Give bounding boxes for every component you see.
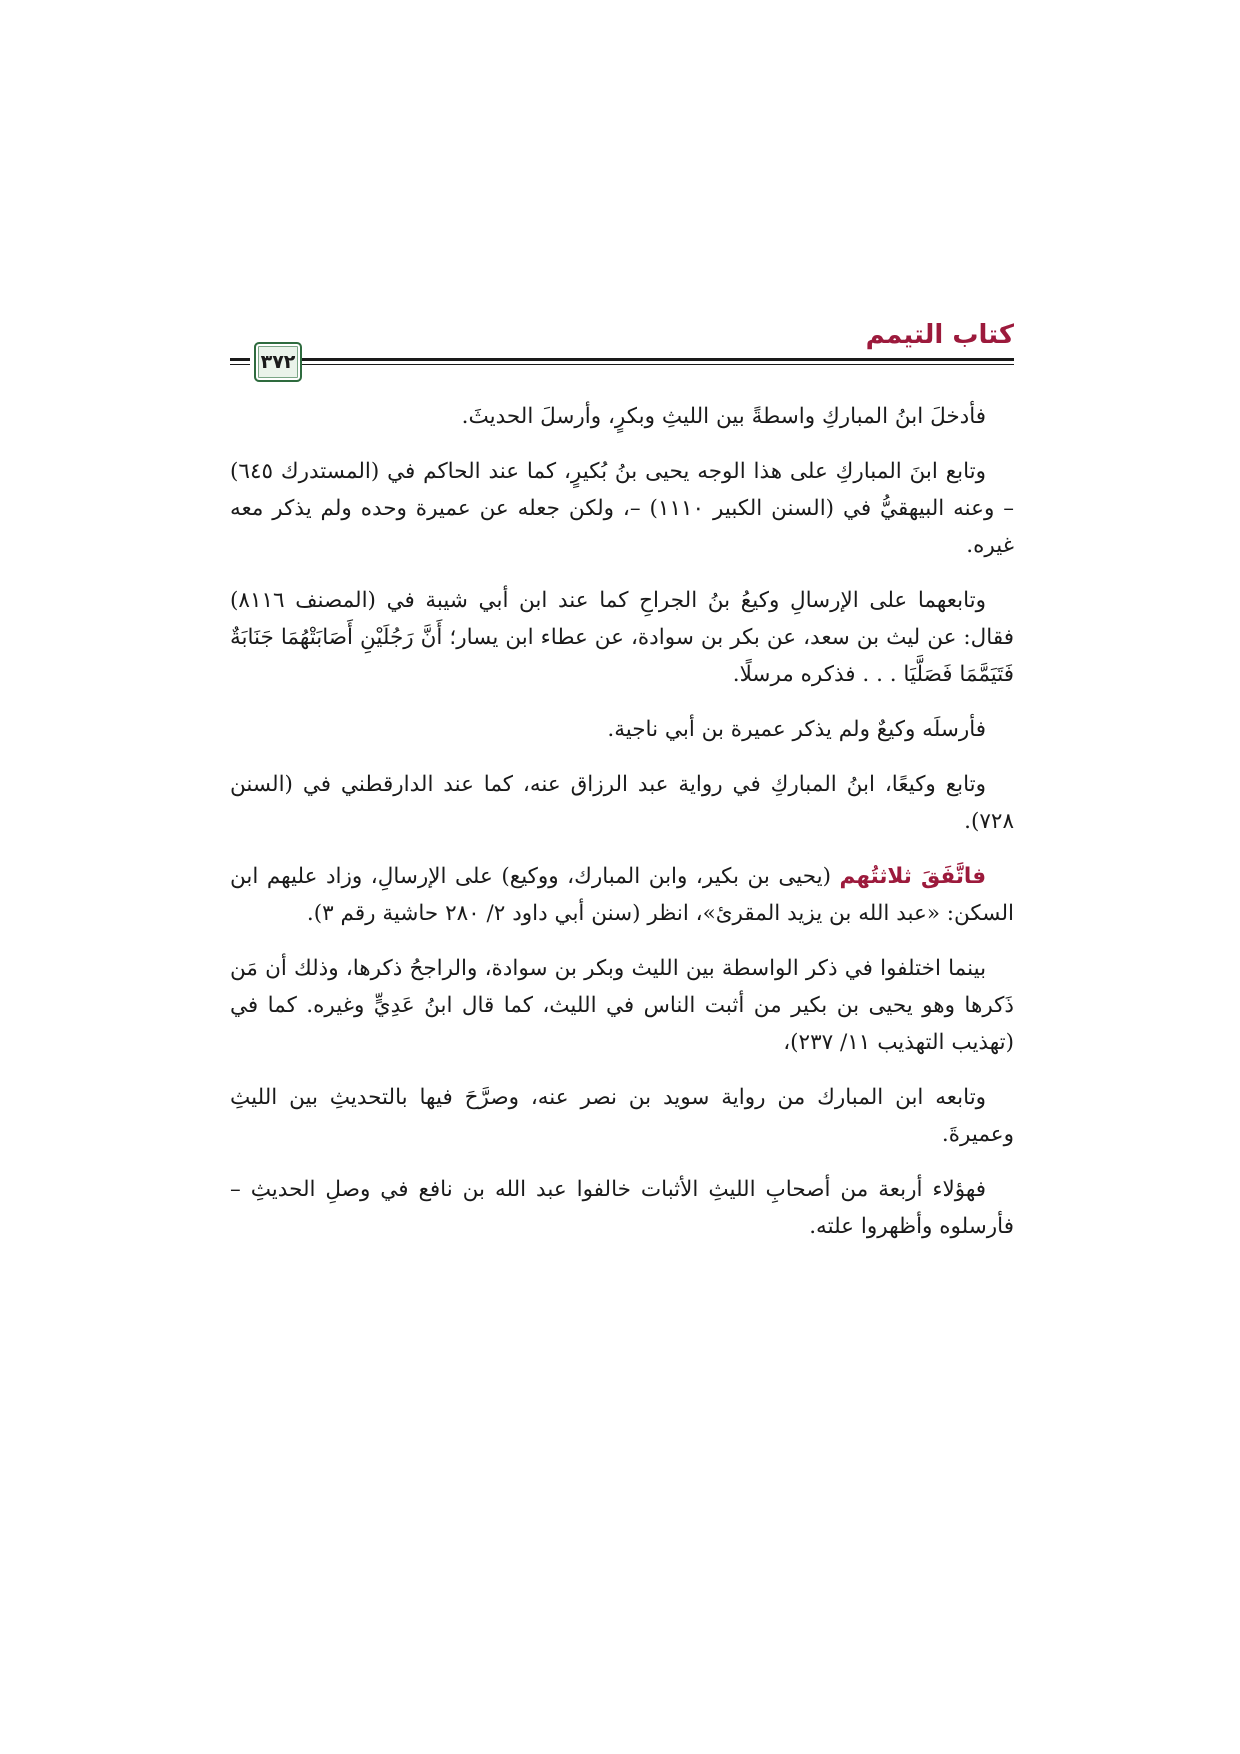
header-rule-left: [230, 358, 250, 365]
page-header: [230, 318, 1014, 390]
page-body: [230, 398, 1014, 1263]
header-rule-right: [302, 358, 1014, 365]
paragraph-8: وتابعه ابن المبارك من رواية سويد بن نصر عنه، وصرَّحَ فيها بالتحديثِ بين الليثِ وعميرةَ.: [230, 1085, 1014, 1147]
paragraph-6-text: (يحيى بن بكير، وابن المبارك، ووكيع) على الإرسالِ، وزاد عليهم ابن السكن: «عبد الله بن يزيد المقرئ»، انظر (سنن أبي داود ٢/ ٢٨٠ حاشية رقم ٣).: [230, 864, 1014, 926]
paragraph-5: وتابع وكيعًا، ابنُ المباركِ في رواية عبد الرزاق عنه، كما عند الدارقطني في (السنن ٧٢٨).: [230, 772, 1014, 834]
paragraph-lead-phrase: فاتَّفَقَ ثلاثتُهم: [839, 864, 987, 889]
paragraph-2: وتابع ابنَ المباركِ على هذا الوجه يحيى بنُ بُكيرٍ، كما عند الحاكم في (المستدرك ٦٤٥) – وعنه البيهقيُّ في (السنن الكبير ١١١٠) –، ولكن جعله عن عميرة وحده ولم يذكر معه غيره.: [230, 459, 1014, 558]
paragraph-7: بينما اختلفوا في ذكر الواسطة بين الليث وبكر بن سوادة، والراجحُ ذكرها، وذلك أن مَن ذَكرها وهو يحيى بن بكير من أثبت الناس في الليث، كما قال ابنُ عَدِيٍّ وغيره. كما في (تهذيب التهذيب ١١/ ٢٣٧)،: [230, 956, 1014, 1055]
paragraph-3: وتابعهما على الإرسالِ وكيعُ بنُ الجراحِ كما عند ابن أبي شيبة في (المصنف ٨١١٦) فقال: عن ليث بن سعد، عن بكر بن سوادة، عن عطاء ابن يسار؛ أَنَّ رَجُلَيْنِ أَصَابَتْهُمَا جَنَابَةٌ فَتَيَمَّمَا فَصَلَّيَا . . . فذكره مرسلًا.: [230, 588, 1014, 687]
chapter-title: كتاب التيمم: [865, 320, 1014, 350]
paragraph-6: [230, 858, 1014, 932]
paragraph-1: فأدخلَ ابنُ المباركِ واسطةً بين الليثِ وبكرٍ، وأرسلَ الحديثَ.: [461, 404, 987, 429]
paragraph-9: فهؤلاء أربعة من أصحابِ الليثِ الأثبات خالفوا عبد الله بن نافع في وصلِ الحديثِ – فأرسلوه وأظهروا علته.: [230, 1177, 1014, 1239]
page-number-badge: ٣٧٢: [254, 342, 302, 382]
paragraph-4: فأرسلَه وكيعٌ ولم يذكر عميرة بن أبي ناجية.: [607, 717, 987, 742]
